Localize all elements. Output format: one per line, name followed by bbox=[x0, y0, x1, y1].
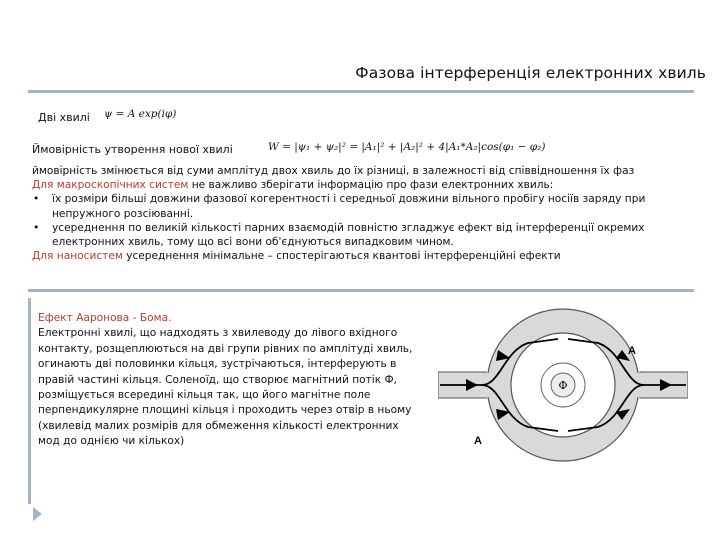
macro-label: Для макроскопічних систем bbox=[32, 179, 189, 192]
title-divider bbox=[28, 90, 694, 93]
bullet-text: їх розміри більші довжини фазової когерентності і середньої довжини вільного пробігу носіїв заряду при непружного розсіюванні. bbox=[52, 193, 646, 220]
flux-symbol: Φ bbox=[558, 379, 568, 392]
macro-text: не важливо зберігати інформацію про фази електронних хвиль: bbox=[188, 179, 554, 192]
nano-text: усереднення мінімальне – спостерігаються квантові інтерференційні ефекти bbox=[122, 250, 561, 263]
slide-title: Фазова інтерференція електронних хвиль bbox=[355, 64, 706, 82]
probability-label: Ймовірність утворення нової хвилі bbox=[32, 143, 233, 156]
next-slide-arrow-icon[interactable] bbox=[33, 507, 42, 521]
probability-formula: W = |ψ₁ + ψ₂|² = |A₁|² + |A₂|² + 4|A₁*A₂|cos(φ₁ − φ₂) bbox=[268, 141, 546, 153]
main-text-block bbox=[32, 164, 707, 263]
aharonov-bohm-block bbox=[38, 311, 418, 450]
nano-label: Для наносистем bbox=[32, 250, 123, 263]
wave-formula: ψ = A exp(iφ) bbox=[104, 108, 177, 120]
bullet-item bbox=[32, 221, 707, 249]
section-divider bbox=[28, 289, 694, 292]
bullet-item bbox=[32, 192, 707, 220]
macro-bullet-list bbox=[32, 192, 707, 249]
left-accent-bar bbox=[28, 298, 31, 504]
two-waves-label: Дві хвилі bbox=[38, 111, 90, 124]
aharonov-bohm-ring-diagram bbox=[438, 306, 688, 464]
label-a-top: A bbox=[628, 345, 636, 357]
nano-paragraph bbox=[32, 249, 707, 263]
label-a-bottom: A bbox=[474, 435, 482, 447]
bullet-symbol: • bbox=[33, 193, 40, 206]
bullet-symbol: • bbox=[33, 221, 40, 234]
bullet-text: усереднення по великій кількості парних взаємодій повністю згладжує ефект від інтерференції окремих електронних хвиль, тому що всі вони об'єднуються випадковим чином. bbox=[52, 221, 645, 249]
ab-title: Ефект Ааронова - Бома. bbox=[38, 312, 172, 324]
macro-paragraph bbox=[32, 178, 707, 192]
ab-text: Електронні хвилі, що надходять з хвилеводу до лівого вхідного контакту, розщеплюються на дві групи рівних по амплітуді хвиль, огинають дві половинки кільця, зустрічаються, інтерферують в правій частині кільця. Соленоїд, що створює магнітний потік Ф, розміщується всередині кільця так, що його магнітне поле перпендикулярне площині кільця і проходить через отвір в ньому (хвилевід малих розмірів для обмеження кількості електронних мод до однією чи кількох) bbox=[38, 327, 413, 448]
probability-text: ймовірність змінюється від суми амплітуд двох хвиль до їх різниці, в залежності від співвідношення їх фаз bbox=[32, 165, 635, 177]
